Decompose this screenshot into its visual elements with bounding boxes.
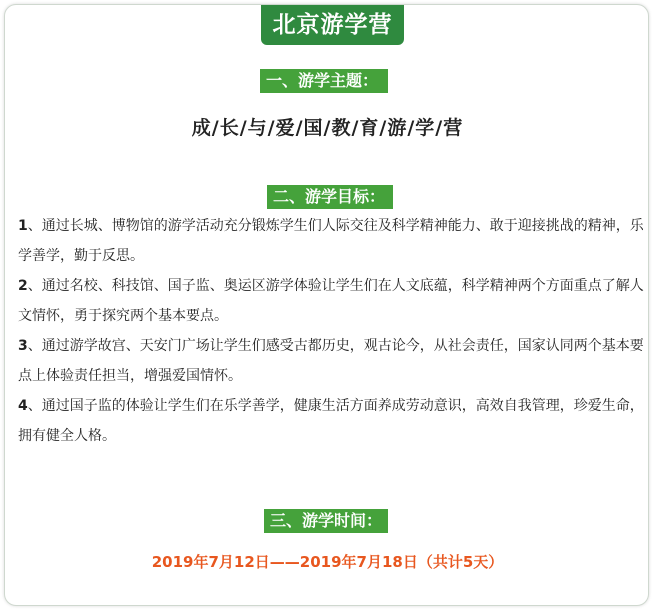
date-range: 2019年7月12日——2019年7月18日（共计5天） <box>151 553 504 571</box>
goal-text: 、通过国子监的体验让学生们在乐学善学，健康生活方面养成劳动意识，高效自我管理，珍爱生命，拥有健全人格。 <box>18 398 644 444</box>
goal-text: 、通过长城、博物馆的游学活动充分锻炼学生们人际交往及科学精神能力、敢于迎接挑战的精神，乐学善学，勤于反思。 <box>18 218 644 264</box>
goal-item-3 <box>18 331 644 391</box>
goal-item-4 <box>18 391 644 451</box>
page-title: 北京游学营 <box>261 5 404 45</box>
goal-item-1 <box>18 211 644 271</box>
theme-text: 成/长/与/爱/国/教/育/游/学/营 <box>191 117 464 139</box>
goal-number: 4 <box>18 398 28 414</box>
content-card <box>4 4 649 606</box>
goal-item-2 <box>18 271 644 331</box>
goal-text: 、通过游学故宫、天安门广场让学生们感受古都历史，观古论今，从社会责任，国家认同两个基本要点上体验责任担当，增强爱国情怀。 <box>18 338 644 384</box>
goal-number: 3 <box>18 338 28 354</box>
goals-list <box>18 211 644 451</box>
section-label-time: 三、游学时间： <box>264 509 388 533</box>
goal-text: 、通过名校、科技馆、国子监、奥运区游学体验让学生们在人文底蕴，科学精神两个方面重点了解人文情怀，勇于探究两个基本要点。 <box>18 278 644 324</box>
goal-number: 2 <box>18 278 28 294</box>
goal-number: 1 <box>18 218 28 234</box>
section-label-goals: 二、游学目标： <box>267 185 393 209</box>
section-label-theme: 一、游学主题： <box>260 69 388 93</box>
